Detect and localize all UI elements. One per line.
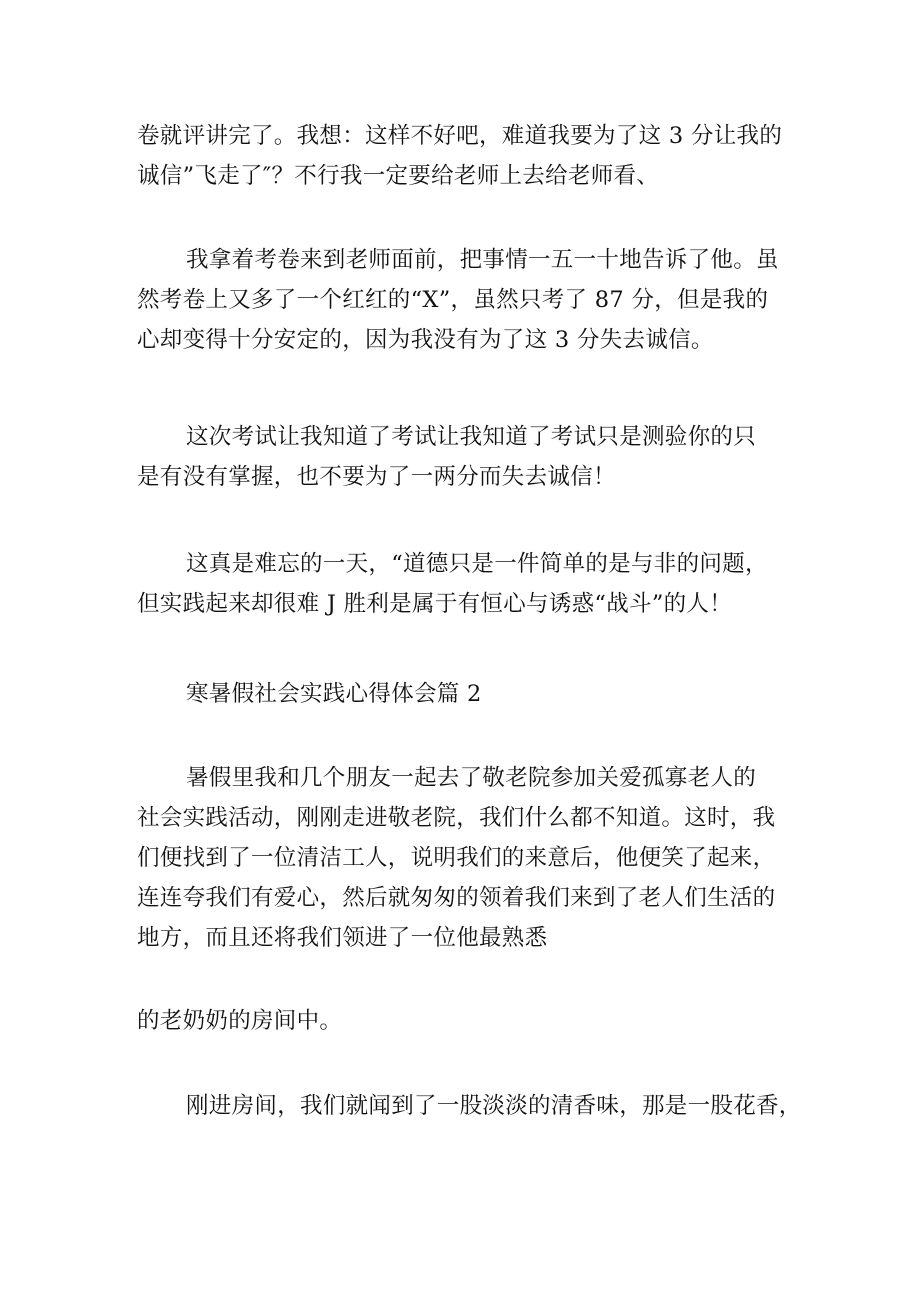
paragraph-line: 然考卷上又多了一个红红的“X”，虽然只考了 87 分，但是我的 xyxy=(137,287,769,313)
paragraph-4 xyxy=(137,544,787,624)
paragraph-7 xyxy=(137,1086,802,1126)
paragraph-line: 的老奶奶的房间中。 xyxy=(137,1008,343,1034)
paragraph-line: 们便找到了一位清洁工人，说明我们的来意后，他便笑了起来， xyxy=(137,845,776,871)
paragraph-line: 诚信”飞走了″？不行我一定要给老师上去给老师看、 xyxy=(137,163,660,189)
paragraph-line: 连连夸我们有爱心，然后就匆匆的领着我们来到了老人们生活的 xyxy=(137,885,776,911)
paragraph-line: 社会实践活动，刚刚走进敬老院，我们什么都不知道。这时，我 xyxy=(137,805,776,831)
paragraph-line: 但实践起来却很难 J 胜利是属于有恒心与诱惑“战斗”的人！ xyxy=(137,591,733,617)
paragraph-line: 心却变得十分安定的，因为我没有为了这 3 分失去诚信。 xyxy=(137,327,714,353)
section-heading-text: 寒暑假社会实践心得体会篇 2 xyxy=(186,681,482,707)
paragraph-line: 是有没有掌握，也不要为了一两分而失去诚信！ xyxy=(137,464,616,490)
paragraph-line: 这次考试让我知道了考试让我知道了考试只是测验你的只 xyxy=(186,424,757,450)
paragraph-1 xyxy=(137,116,787,196)
paragraph-line: 卷就评讲完了。我想：这样不好吧，难道我要为了这 3 分让我的 xyxy=(137,123,783,149)
paragraph-line: 地方，而且还将我们领进了一位他最熟悉 xyxy=(137,925,548,951)
section-heading xyxy=(137,674,787,714)
paragraph-line: 我拿着考卷来到老师面前，把事情一五一十地告诉了他。虽 xyxy=(186,247,779,273)
paragraph-line: 暑假里我和几个朋友一起去了敬老院参加关爱孤寡老人的 xyxy=(186,765,757,791)
paragraph-line: 刚进房间，我们就闻到了一股淡淡的清香味，那是一股花香， xyxy=(186,1093,802,1119)
paragraph-5 xyxy=(137,758,787,958)
paragraph-line: 这真是难忘的一天，“道德只是一件简单的是与非的问题， xyxy=(186,551,768,577)
paragraph-2 xyxy=(137,240,787,360)
paragraph-3 xyxy=(137,417,787,497)
paragraph-6 xyxy=(137,1001,787,1041)
